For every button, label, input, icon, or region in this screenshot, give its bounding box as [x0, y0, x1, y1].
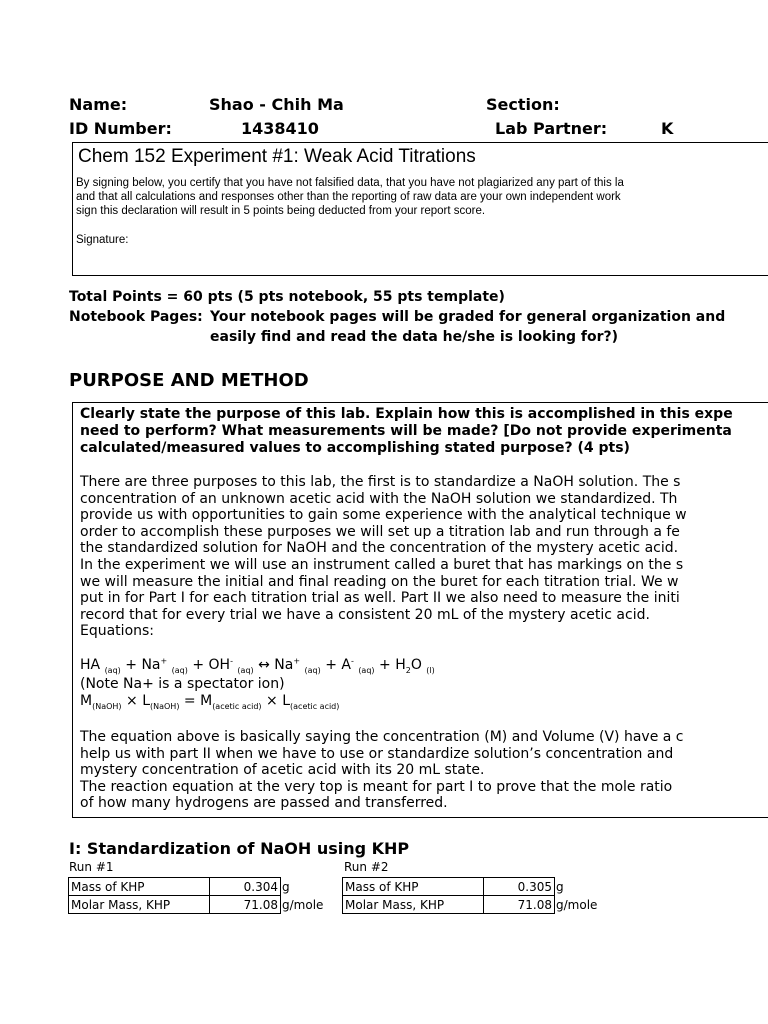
notebook-pages-line-1: Your notebook pages will be graded for general organization and	[210, 309, 726, 325]
table-row	[69, 896, 326, 914]
notebook-pages-label: Notebook Pages:	[69, 309, 203, 325]
purpose-paragraph	[80, 474, 687, 640]
purpose-line: Equations:	[80, 623, 155, 640]
explanation-line: mystery concentration of acetic acid with its 20 mL state.	[80, 762, 485, 779]
spectator-note: (Note Na+ is a spectator ion)	[80, 676, 285, 692]
explanation-line: help us with part II when we have to use or standardize solution’s concentration and	[80, 745, 674, 762]
purpose-line: concentration of an unknown acetic acid with the NaOH solution we standardized. Th	[80, 490, 678, 507]
name-label: Name:	[69, 95, 128, 114]
row-unit: g/mole	[282, 897, 324, 912]
purpose-heading: PURPOSE AND METHOD	[69, 370, 309, 391]
purpose-line: There are three purposes to this lab, the first is to standardize a NaOH solution. The s	[80, 474, 681, 490]
name-value: Shao - Chih Ma	[209, 95, 344, 114]
lab-partner-value: K	[661, 119, 674, 138]
total-points: Total Points = 60 pts (5 pts notebook, 55 pts template)	[69, 289, 505, 305]
explanation-line: of how many hydrogens are passed and transferred.	[80, 795, 448, 812]
table-row	[69, 878, 326, 896]
purpose-prompt-2: need to perform? What measurements will be made? [Do not provide experimenta	[80, 423, 732, 439]
row-value[interactable]: 0.304	[210, 878, 281, 896]
row-label: Molar Mass, KHP	[69, 896, 210, 914]
molarity-equation: $M_{(NaOH)} \times L_{(NaOH)} = M_{(acetic acid)} \times L_{(acetic acid)}$	[80, 693, 340, 711]
document-title: Chem 152 Experiment #1: Weak Acid Titrations	[78, 146, 476, 167]
declaration-line-2: and that all calculations and responses other than the reporting of raw data are your own independent work	[76, 191, 621, 203]
run-2-table	[342, 877, 600, 914]
explanation-line: The equation above is basically saying the concentration (M) and Volume (V) have a c	[80, 729, 684, 745]
lab-partner-label: Lab Partner:	[495, 119, 608, 138]
reaction-equation: HA $_{(aq)}$ + Na+ $_{(aq)}$ + OH- $_{(aq)}$ ↔ Na+ $_{(aq)}$ + A- $_{(aq)} + H_2O$ $_{(l)}$	[80, 656, 435, 675]
id-value: 1438410	[241, 119, 319, 138]
row-unit: g	[556, 879, 564, 894]
purpose-prompt-3: calculated/measured values to accomplishing stated purpose? (4 pts)	[80, 440, 630, 456]
row-unit: g/mole	[556, 897, 598, 912]
row-unit: g	[282, 879, 290, 894]
explanation-paragraph	[80, 729, 684, 812]
row-value[interactable]: 71.08	[210, 896, 281, 914]
purpose-line: the standardized solution for NaOH and the concentration of the mystery acetic acid.	[80, 540, 679, 557]
explanation-line: The reaction equation at the very top is meant for part I to prove that the mole ratio	[80, 778, 673, 795]
purpose-line: record that for every trial we have a consistent 20 mL of the mystery acetic acid.	[80, 606, 650, 623]
purpose-line: put in for Part I for each titration trial as well. Part II we also need to measure the initi	[80, 590, 680, 607]
purpose-line: In the experiment we will use an instrument called a buret that has markings on the s	[80, 556, 684, 573]
section-1-heading: I: Standardization of NaOH using KHP	[69, 839, 410, 858]
table-row	[343, 878, 600, 896]
row-label: Mass of KHP	[69, 878, 210, 896]
section-label: Section:	[486, 95, 560, 114]
row-label: Mass of KHP	[343, 878, 484, 896]
id-label: ID Number:	[69, 119, 172, 138]
run-1-table	[68, 877, 326, 914]
declaration-line-3: sign this declaration will result in 5 points being deducted from your report score.	[76, 205, 486, 217]
row-label: Molar Mass, KHP	[343, 896, 484, 914]
purpose-prompt-1: Clearly state the purpose of this lab. Explain how this is accomplished in this expe	[80, 406, 733, 422]
run-1-label: Run #1	[69, 860, 114, 874]
purpose-line: provide us with opportunities to gain some experience with the analytical technique w	[80, 507, 687, 524]
run-2-label: Run #2	[344, 860, 389, 874]
purpose-line: we will measure the initial and final reading on the buret for each titration trial. We w	[80, 573, 679, 590]
notebook-pages-line-2: easily find and read the data he/she is looking for?)	[210, 329, 619, 345]
row-value[interactable]: 71.08	[484, 896, 555, 914]
row-value[interactable]: 0.305	[484, 878, 555, 896]
table-row	[343, 896, 600, 914]
signature-label: Signature:	[76, 234, 129, 246]
purpose-line: order to accomplish these purposes we will set up a titration lab and run through a fe	[80, 523, 680, 540]
declaration-line-1: By signing below, you certify that you have not falsified data, that you have not plagiarized any part of this la	[76, 177, 624, 189]
